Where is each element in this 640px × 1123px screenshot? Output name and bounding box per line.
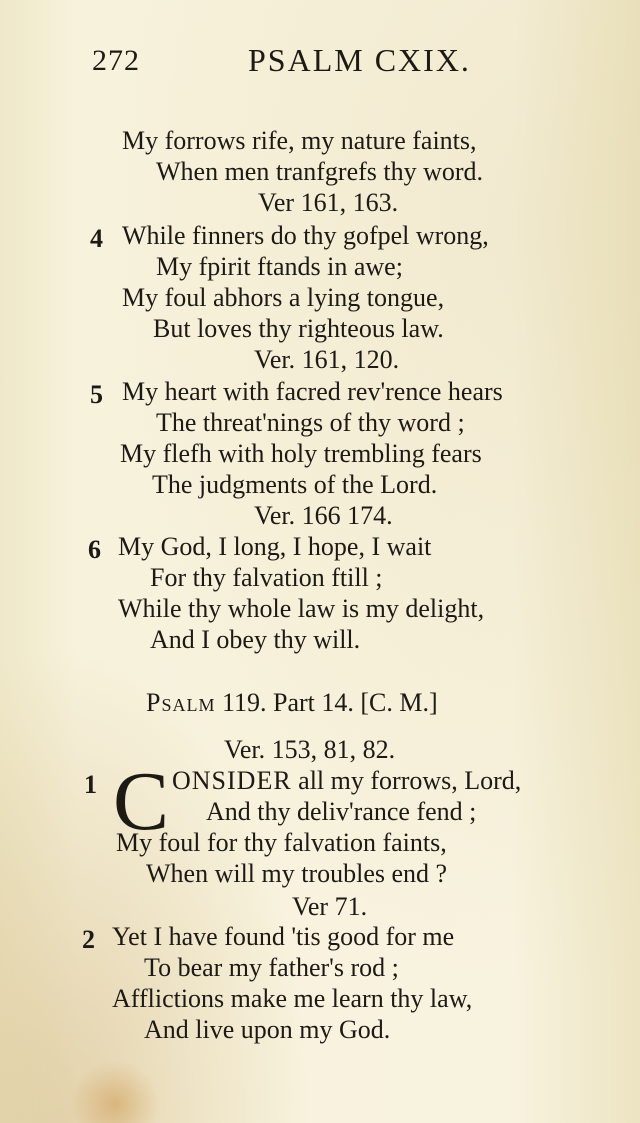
verse-line: Yet I have found 'tis good for me bbox=[112, 922, 455, 951]
verse-line: And thy deliv'rance fend ; bbox=[206, 797, 477, 826]
verse-reference: Ver. 166 174. bbox=[254, 501, 393, 530]
page-number: 272 bbox=[92, 44, 140, 77]
stanza-number: 4 bbox=[90, 224, 103, 253]
verse-reference: Ver. 153, 81, 82. bbox=[224, 735, 396, 764]
verse-line: My God, I long, I hope, I wait bbox=[118, 532, 432, 561]
verse-line: When will my troubles end ? bbox=[146, 859, 448, 888]
verse-line: My forrows rife, my nature faints, bbox=[122, 126, 477, 155]
stanza-number: 2 bbox=[82, 925, 95, 954]
verse-line: When men tranfgrefs thy word. bbox=[156, 157, 484, 186]
verse-line: My foul abhors a lying tongue, bbox=[122, 283, 445, 312]
verse-line: For thy falvation ftill ; bbox=[150, 563, 383, 592]
verse-line: The threat'nings of thy word ; bbox=[156, 408, 465, 437]
stanza-number: 6 bbox=[88, 535, 101, 564]
verse-line: And I obey thy will. bbox=[150, 625, 361, 654]
running-title: PSALM CXIX. bbox=[248, 42, 471, 78]
paper-stain bbox=[70, 1060, 160, 1123]
verse-line bbox=[172, 766, 521, 796]
section-heading-rest: 119. Part 14. [C. M.] bbox=[221, 688, 438, 717]
verse-line: The judgments of the Lord. bbox=[152, 470, 438, 499]
verse-line: Afflictions make me learn thy law, bbox=[112, 984, 473, 1013]
verse-line: My fpirit ftands in awe; bbox=[156, 252, 403, 281]
verse-line: My foul for thy falvation faints, bbox=[116, 828, 447, 857]
drop-cap: C bbox=[113, 755, 170, 848]
opening-caps: ONSIDER bbox=[172, 766, 292, 795]
section-heading bbox=[146, 688, 438, 718]
verse-reference: Ver 71. bbox=[292, 892, 368, 921]
verse-line: But loves thy righteous law. bbox=[153, 314, 444, 343]
opening-rest: all my forrows, Lord, bbox=[298, 766, 522, 795]
stanza-number: 1 bbox=[84, 770, 97, 799]
stanza-number: 5 bbox=[90, 380, 103, 409]
verse-line: My heart with facred rev'rence hears bbox=[122, 377, 503, 406]
section-heading-psalm: Psalm bbox=[146, 688, 216, 717]
verse-line: My flefh with holy trembling fears bbox=[120, 439, 482, 468]
verse-reference: Ver 161, 163. bbox=[258, 188, 399, 217]
verse-reference: Ver. 161, 120. bbox=[254, 345, 400, 374]
verse-line: While finners do thy gofpel wrong, bbox=[122, 221, 489, 250]
verse-line: To bear my father's rod ; bbox=[144, 953, 399, 982]
verse-line: And live upon my God. bbox=[144, 1015, 391, 1044]
verse-line: While thy whole law is my delight, bbox=[118, 594, 485, 623]
